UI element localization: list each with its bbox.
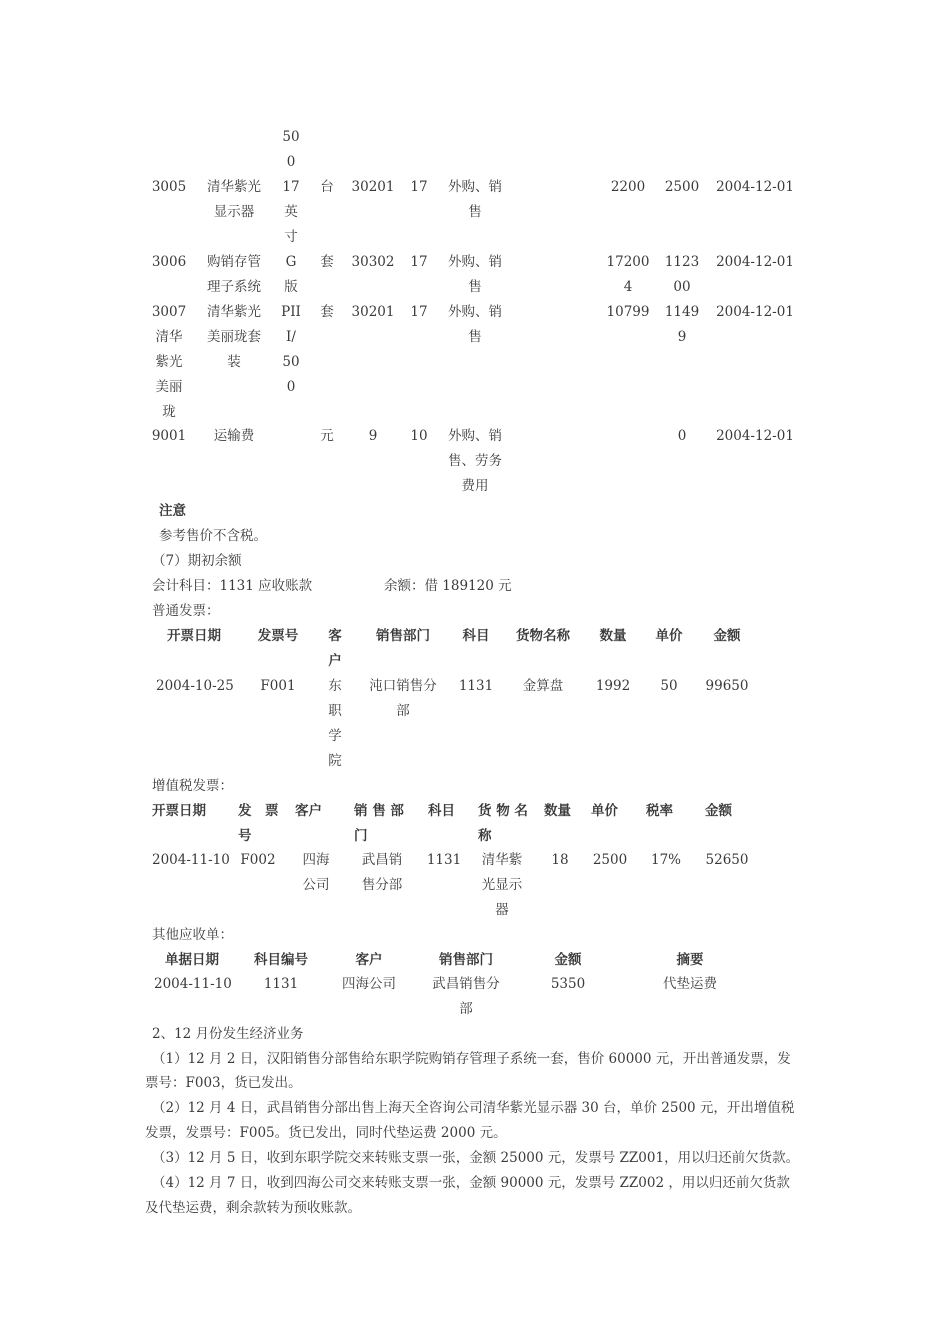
list-item: （2）12 月 4 日，武昌销售分部出售上海天全咨询公司清华紫光显示器 30 台，单价 2500 元，开出增值税	[152, 1100, 795, 1116]
table-cell-date: 2004-12-01	[716, 179, 794, 195]
table-cell: 1992	[595, 678, 631, 694]
column-header: 科目编号	[254, 952, 308, 968]
table-cell-date: 2004-12-01	[716, 428, 794, 444]
table-cell-attr: 外购、销 售	[448, 179, 502, 220]
ordinary-invoice-heading: 普通发票：	[152, 603, 220, 619]
column-header: 金额	[554, 952, 582, 968]
table-cell: 武昌销售分 部	[432, 976, 500, 1017]
table-cell-name: 运输费	[213, 428, 255, 444]
table-cell-name: 清华紫光 显示器	[207, 179, 261, 220]
table-cell-class: 9	[368, 428, 378, 444]
column-header: 客户	[355, 952, 383, 968]
table-cell-unit: 套	[320, 254, 334, 270]
table-cell: 1131	[458, 678, 494, 694]
table-cell-code: 3007 清华 紫光 美丽 珑	[151, 304, 187, 420]
note-text: 参考售价不含税。	[159, 528, 267, 544]
table-cell-ref-price: 1149 9	[664, 304, 700, 345]
table-cell-name: 清华紫光 美丽珑套 装	[207, 304, 261, 370]
column-header: 数量	[599, 628, 627, 644]
column-header: 客户	[295, 803, 322, 819]
table-cell: 代垫运费	[663, 976, 717, 992]
table-cell: 1131	[263, 976, 299, 992]
table-cell-code: 3005	[151, 179, 187, 195]
column-header: 数量	[544, 803, 571, 819]
column-header: 税率	[646, 803, 673, 819]
table-cell-unit: 台	[320, 179, 334, 195]
column-header: 销售部门	[376, 628, 430, 644]
table-cell-ref-price: 1123 00	[664, 254, 700, 295]
table-cell-attr: 外购、销 售	[448, 304, 502, 345]
table-cell: 2500	[592, 852, 628, 868]
table-cell: F002	[240, 852, 276, 868]
column-header: 科目	[462, 628, 490, 644]
table-cell: 2004-11-10	[152, 852, 230, 868]
table-cell-attr: 外购、销 售、劳务 费用	[448, 428, 502, 494]
vat-invoice-heading: 增值税发票：	[152, 778, 233, 794]
table-cell-ref-cost: 17200 4	[606, 254, 650, 295]
column-header: 单价	[655, 628, 683, 644]
opening-balance-heading: （7）期初余额	[152, 553, 242, 569]
column-header: 发 票 号	[238, 803, 279, 844]
table-cell-ref-price: 0	[677, 428, 687, 444]
table-cell: 99650	[705, 678, 749, 694]
list-item: （1）12 月 2 日，汉阳销售分部售给东职学院购销存管理子系统一套，售价 60000 元，开出普通发票，发	[152, 1051, 791, 1067]
table-cell: 18	[551, 852, 569, 868]
column-header: 摘要	[676, 952, 704, 968]
table-cell-unit: 元	[320, 428, 334, 444]
table-cell-class: 30201	[351, 179, 395, 195]
column-header: 开票日期	[152, 803, 206, 819]
table-cell-tax: 17	[410, 304, 428, 320]
table-cell-spec: G 版	[284, 254, 298, 295]
table-cell: 清华紫 光显示 器	[481, 852, 523, 918]
column-header: 客 户	[328, 628, 342, 669]
table-cell: 2004-11-10	[154, 976, 232, 992]
column-header: 金额	[713, 628, 741, 644]
list-item: （3）12 月 5 日，收到东职学院交来转账支票一张，金额 25000 元，发票号 ZZ001，用以归还前欠货款。	[152, 1150, 800, 1166]
table-cell: 50	[660, 678, 678, 694]
table-cell: 17%	[650, 852, 681, 868]
table-cell-spec: 50 0	[282, 129, 300, 170]
table-cell: 52650	[705, 852, 749, 868]
table-cell: 四海公司	[342, 976, 396, 992]
table-cell: 金算盘	[522, 678, 564, 694]
column-header: 金额	[705, 803, 732, 819]
table-cell-date: 2004-12-01	[716, 304, 794, 320]
list-item: （4）12 月 7 日，收到四海公司交来转账支票一张，金额 90000 元，发票号 ZZ002 ，用以归还前欠货款	[152, 1175, 790, 1191]
table-cell-name: 购销存管 理子系统	[207, 254, 261, 295]
column-header: 单价	[591, 803, 618, 819]
table-cell: 四海 公司	[302, 852, 330, 893]
table-cell-tax: 17	[410, 179, 428, 195]
table-cell-ref-cost: 2200	[610, 179, 646, 195]
column-header: 科目	[428, 803, 455, 819]
table-cell: 1131	[426, 852, 462, 868]
list-item-continuation: 及代垫运费，剩余款转为预收账款。	[145, 1200, 361, 1216]
list-item-continuation: 发票，发票号：F005。货已发出，同时代垫运费 2000 元。	[145, 1125, 507, 1141]
table-cell: 5350	[550, 976, 586, 992]
column-header: 单据日期	[165, 952, 219, 968]
table-cell-class: 30201	[351, 304, 395, 320]
table-cell: 2004-10-25	[156, 678, 234, 694]
table-cell-code: 9001	[151, 428, 187, 444]
table-cell: 沌口销售分 部	[369, 678, 437, 719]
table-cell-unit: 套	[320, 304, 334, 320]
balance-label: 余额：借 189120 元	[384, 578, 512, 594]
list-item-continuation: 票号：F003，货已发出。	[145, 1075, 302, 1091]
note-title: 注意	[159, 503, 186, 519]
other-receivable-heading: 其他应收单：	[152, 927, 233, 943]
table-cell-spec: PII I/ 50 0	[281, 304, 301, 395]
table-cell-tax: 17	[410, 254, 428, 270]
column-header: 发票号	[257, 628, 299, 644]
table-cell-date: 2004-12-01	[716, 254, 794, 270]
table-cell-spec: 17 英 寸	[282, 179, 300, 245]
column-header: 销 售 部 门	[354, 803, 404, 844]
table-cell-ref-price: 2500	[664, 179, 700, 195]
column-header: 货 物 名 称	[478, 803, 528, 844]
table-cell-code: 3006	[151, 254, 187, 270]
business-heading: 2、12 月份发生经济业务	[152, 1026, 304, 1042]
column-header: 开票日期	[167, 628, 221, 644]
column-header: 销售部门	[439, 952, 493, 968]
table-cell-ref-cost: 10799	[606, 304, 650, 320]
table-cell: 东 职 学 院	[328, 678, 342, 769]
table-cell-tax: 10	[410, 428, 428, 444]
column-header: 货物名称	[516, 628, 570, 644]
table-cell-attr: 外购、销 售	[448, 254, 502, 295]
table-cell-class: 30302	[351, 254, 395, 270]
table-cell: 武昌销 售分部	[361, 852, 403, 893]
account-label: 会计科目：1131 应收账款	[152, 578, 313, 594]
table-cell: F001	[260, 678, 296, 694]
